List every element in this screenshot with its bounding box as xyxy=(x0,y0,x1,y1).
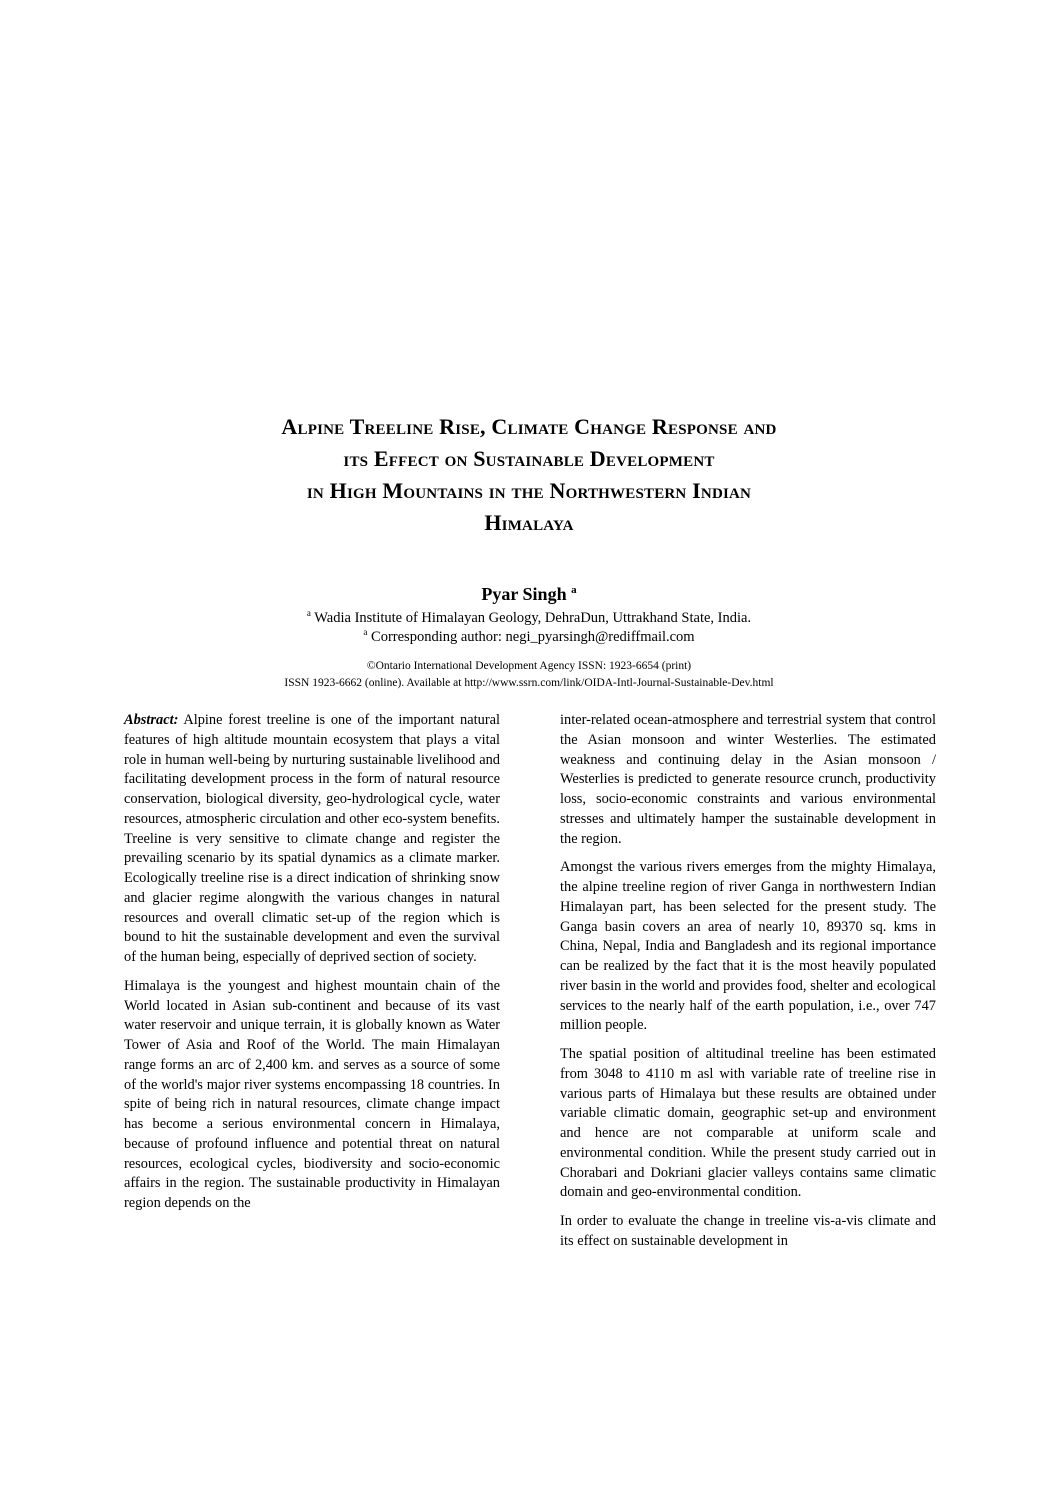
author-superscript: a xyxy=(571,584,577,596)
title-line: in High Mountains in the Northwestern Indian xyxy=(306,478,752,503)
body-paragraph: The spatial position of altitudinal treeline has been estimated from 3048 to 4110 m asl with variable rate of treeline rise in various parts of Himalaya but these results are obtained under variable climatic domain, geographic set-up and environment and hence are not comparable at uniform scale and environmental condition. While the present study carried out in Chorabari and Dokriani glacier valleys contains same climatic domain and geo-environmental condition. xyxy=(560,1046,936,1201)
abstract-text: Alpine forest treeline is one of the important natural features of high altitude mountain ecosystem that plays a vital role in human well-being by nurturing sustainable livelihood and facilitating development process in the form of natural resource conservation, biological diversity, geo-hydrological cycle, water resources, atmospheric circulation and other eco-system benefits. Treeline is very sensitive to climate change and register the prevailing scenario by its spatial dynamics as a climate marker. Ecologically treeline rise is a direct indication of shrinking snow and glacier regime alongwith the various changes in natural resources and overall climatic set-up of the region which is bound to hit the sustainable development and even the survival of the human being, especially of deprived section of society. xyxy=(124,712,500,965)
author xyxy=(0,578,1058,606)
body-paragraph: Amongst the various rivers emerges from the mighty Himalaya, the alpine treeline region of river Ganga in northwestern Indian Himalayan part, has been selected for the present study. The Ganga basin covers an area of nearly 10, 89370 sq. kms in China, Nepal, India and Bangladesh and its regional importance can be realized by the fact that it is the most heavily populated river basin in the world and provides food, shelter and ecological services to the nearly half of the earth population, i.e., over 747 million people. xyxy=(560,859,936,1034)
corresponding-superscript: a xyxy=(363,627,368,637)
paper-title xyxy=(100,411,958,539)
author-name: Pyar Singh xyxy=(481,584,567,604)
left-column xyxy=(124,711,500,1223)
issn-print: ©Ontario International Development Agency ISSN: 1923-6654 (print) xyxy=(366,660,692,672)
body-paragraph: In order to evaluate the change in treeline vis-a-vis climate and its effect on sustainable development in xyxy=(560,1213,936,1249)
corresponding-author xyxy=(0,622,1058,647)
title-line: Himalaya xyxy=(484,510,574,535)
right-column xyxy=(560,711,936,1261)
affiliation-superscript: a xyxy=(306,608,311,618)
abstract-label: Abstract: xyxy=(124,712,179,728)
abstract-paragraph xyxy=(124,711,500,968)
title-line: Alpine Treeline Rise, Climate Change Response and xyxy=(281,414,777,439)
corresponding-text: Corresponding author: negi_pyarsingh@rediffmail.com xyxy=(371,629,695,645)
body-paragraph: inter-related ocean-atmosphere and terrestrial system that control the Asian monsoon and winter Westerlies. The estimated weakness and continuing delay in the Asian monsoon / Westerlies is predicted to generate resource crunch, productivity loss, socio-economic constraints and various environmental stresses and ultimately hamper the sustainable development in the region. xyxy=(560,712,936,847)
title-line: its Effect on Sustainable Development xyxy=(343,446,715,471)
body-paragraph: Himalaya is the youngest and highest mountain chain of the World located in Asian sub-continent and because of its vast water reservoir and unique terrain, it is globally known as Water Tower of Asia and Roof of the World. The main Himalayan range forms an arc of 2,400 km. and serves as a source of some of the world's major river systems encompassing 18 countries. In spite of being rich in natural resources, climate change impact has become a serious environmental concern in Himalaya, because of profound influence and potential threat on natural resources, ecological cycles, biodiversity and socio-economic affairs in the region. The sustainable productivity in Himalayan region depends on the xyxy=(124,977,500,1211)
affiliation-text: Wadia Institute of Himalayan Geology, DehraDun, Uttrakhand State, India. xyxy=(314,610,752,626)
issn-online: ISSN 1923-6662 (online). Available at http://www.ssrn.com/link/OIDA-Intl-Journal-Sustainable-Dev.html xyxy=(284,677,774,689)
